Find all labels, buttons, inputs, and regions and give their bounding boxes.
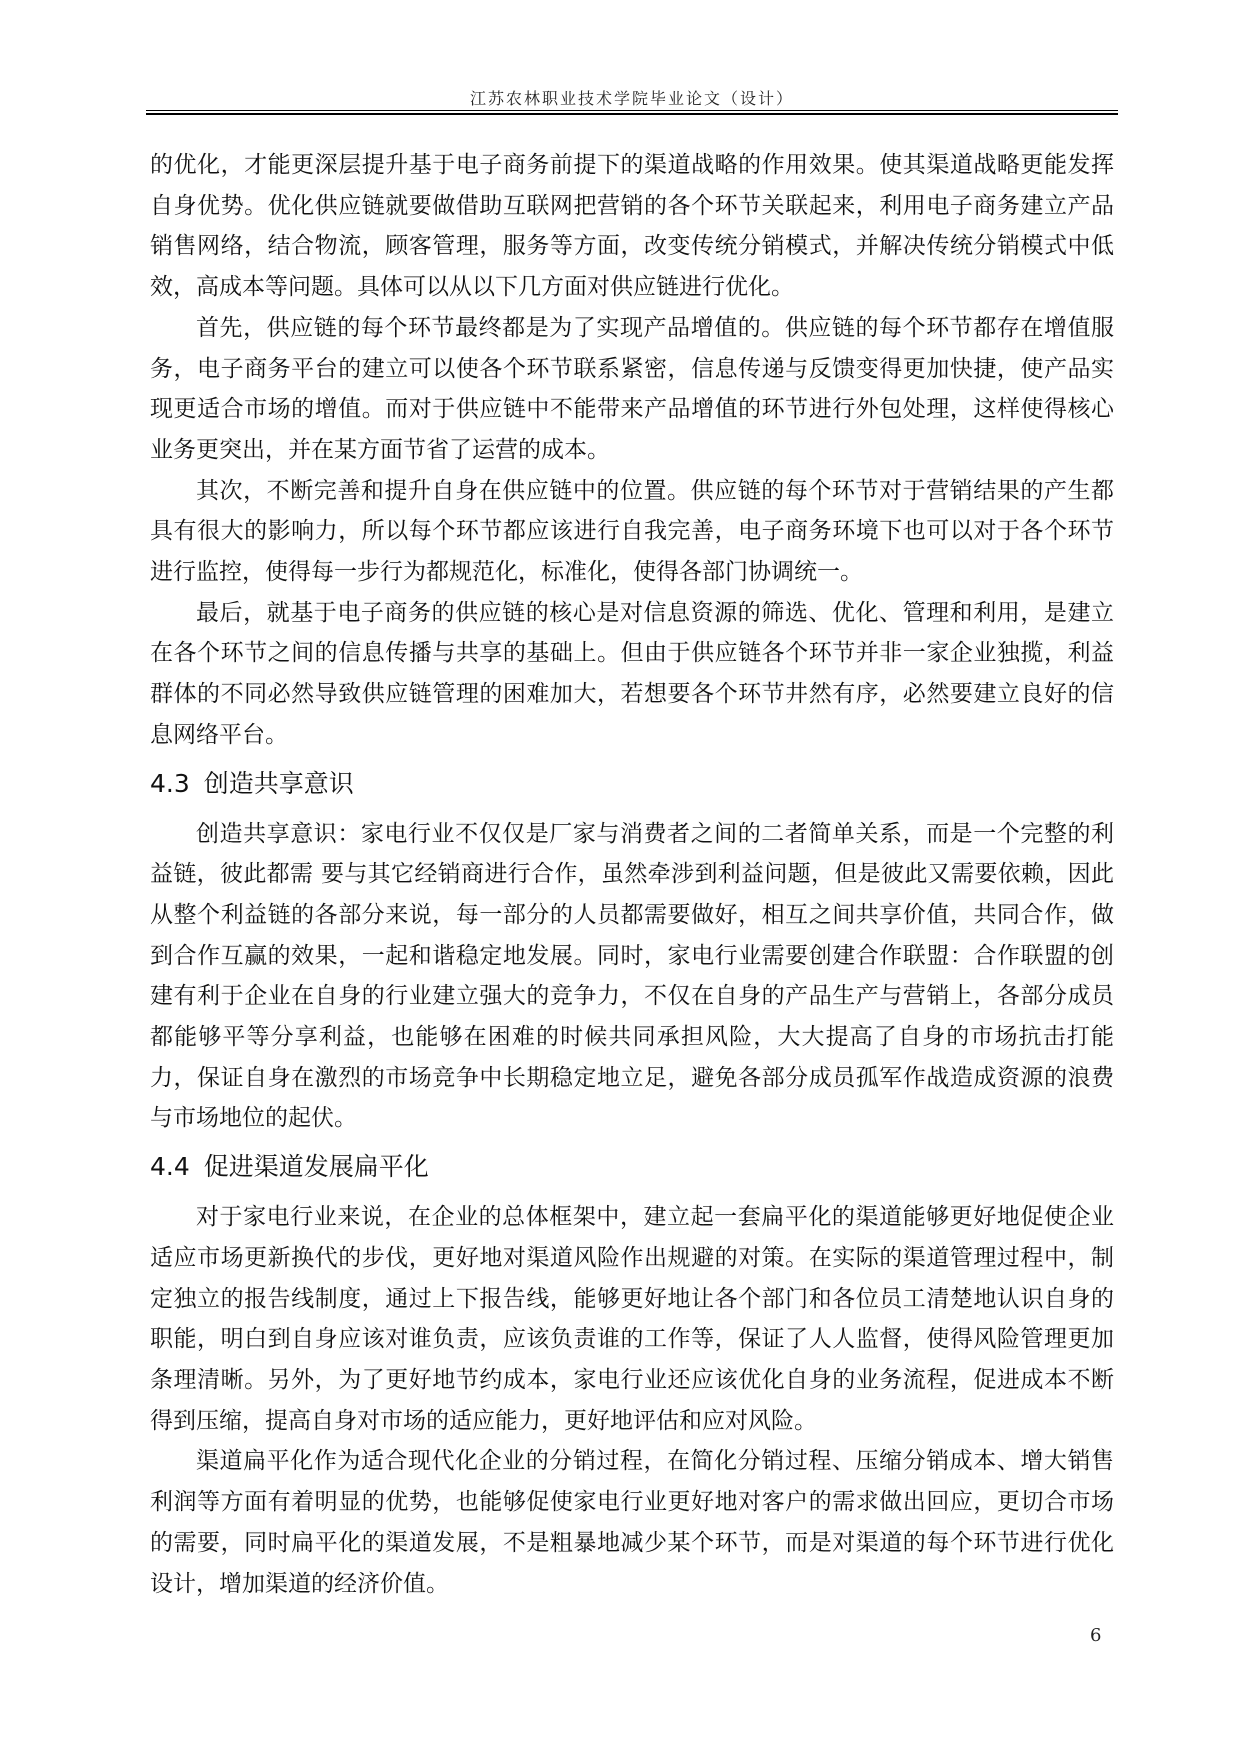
paragraph: 对于家电行业来说，在企业的总体框架中，建立起一套扁平化的渠道能够更好地促使企业适应市场更新换代的步伐，更好地对渠道风险作出规避的对策。在实际的渠道管理过程中，制定独立的报告线制度，通过上下报告线，能够更好地让各个部门和各位员工清楚地认识自身的职能，明白到自身应该对谁负责，应该负责谁的工作等，保证了人人监督，使得风险管理更加条理清晰。另外，为了更好地节约成本，家电行业还应该优化自身的业务流程，促进成本不断得到压缩，提高自身对市场的适应能力，更好地评估和应对风险。	[150, 1204, 1114, 1434]
paragraph: 其次，不断完善和提升自身在供应链中的位置。供应链的每个环节对于营销结果的产生都具有很大的影响力，所以每个环节都应该进行自我完善，电子商务环境下也可以对于各个环节进行监控，使得每一步行为都规范化，标准化，使得各部门协调统一。	[150, 477, 1114, 586]
header-rule-thick	[146, 113, 1118, 115]
running-header: 江苏农林职业技术学院毕业论文（设计）	[469, 89, 794, 108]
section-heading-4-4	[150, 1147, 1114, 1187]
section-title: 促进渠道发展扁平化	[203, 1152, 429, 1182]
page-number: 6	[1090, 1625, 1102, 1646]
section-number: 4.3	[150, 768, 190, 798]
paragraph: 首先，供应链的每个环节最终都是为了实现产品增值的。供应链的每个环节都存在增值服务，电子商务平台的建立可以使各个环节联系紧密，信息传递与反馈变得更加快捷，使产品实现更适合市场的增值。而对于供应链中不能带来产品增值的环节进行外包处理，这样使得核心业务更突出，并在某方面节省了运营的成本。	[150, 314, 1114, 463]
section-title: 创造共享意识	[203, 768, 354, 798]
paragraph: 的优化，才能更深层提升基于电子商务前提下的渠道战略的作用效果。使其渠道战略更能发挥自身优势。优化供应链就要做借助互联网把营销的各个环节关联起来，利用电子商务建立产品销售网络，结合物流，顾客管理，服务等方面，改变传统分销模式，并解决传统分销模式中低效，高成本等问题。具体可以从以下几方面对供应链进行优化。	[150, 152, 1114, 301]
paragraph: 最后，就基于电子商务的供应链的核心是对信息资源的筛选、优化、管理和利用，是建立在各个环节之间的信息传播与共享的基础上。但由于供应链各个环节并非一家企业独揽，利益群体的不同必然导致供应链管理的困难加大，若想要各个环节井然有序，必然要建立良好的信息网络平台。	[150, 599, 1114, 748]
section-number: 4.4	[150, 1152, 190, 1182]
paragraph: 创造共享意识：家电行业不仅仅是厂家与消费者之间的二者简单关系，而是一个完整的利益链，彼此都需 要与其它经销商进行合作，虽然牵涉到利益问题，但是彼此又需要依赖，因此从整个利益链的各部分来说，每一部分的人员都需要做好，相互之间共享价值，共同合作，做到合作互赢的效果，一起和谐稳定地发展。同时，家电行业需要创建合作联盟：合作联盟的创建有利于企业在自身的行业建立强大的竞争力，不仅在自身的产品生产与营销上，各部分成员都能够平等分享利益，也能够在困难的时候共同承担风险，大大提高了自身的市场抗击打能力，保证自身在激烈的市场竞争中长期稳定地立足，避免各部分成员孤军作战造成资源的浪费与市场地位的起伏。	[150, 820, 1114, 1132]
paragraph: 渠道扁平化作为适合现代化企业的分销过程，在简化分销过程、压缩分销成本、增大销售利润等方面有着明显的优势，也能够促使家电行业更好地对客户的需求做出回应，更切合市场的需要，同时扁平化的渠道发展，不是粗暴地减少某个环节，而是对渠道的每个环节进行优化设计，增加渠道的经济价值。	[150, 1448, 1114, 1597]
section-heading-4-3	[150, 764, 1114, 804]
header-rule	[146, 110, 1118, 111]
body-text	[150, 145, 1114, 1604]
